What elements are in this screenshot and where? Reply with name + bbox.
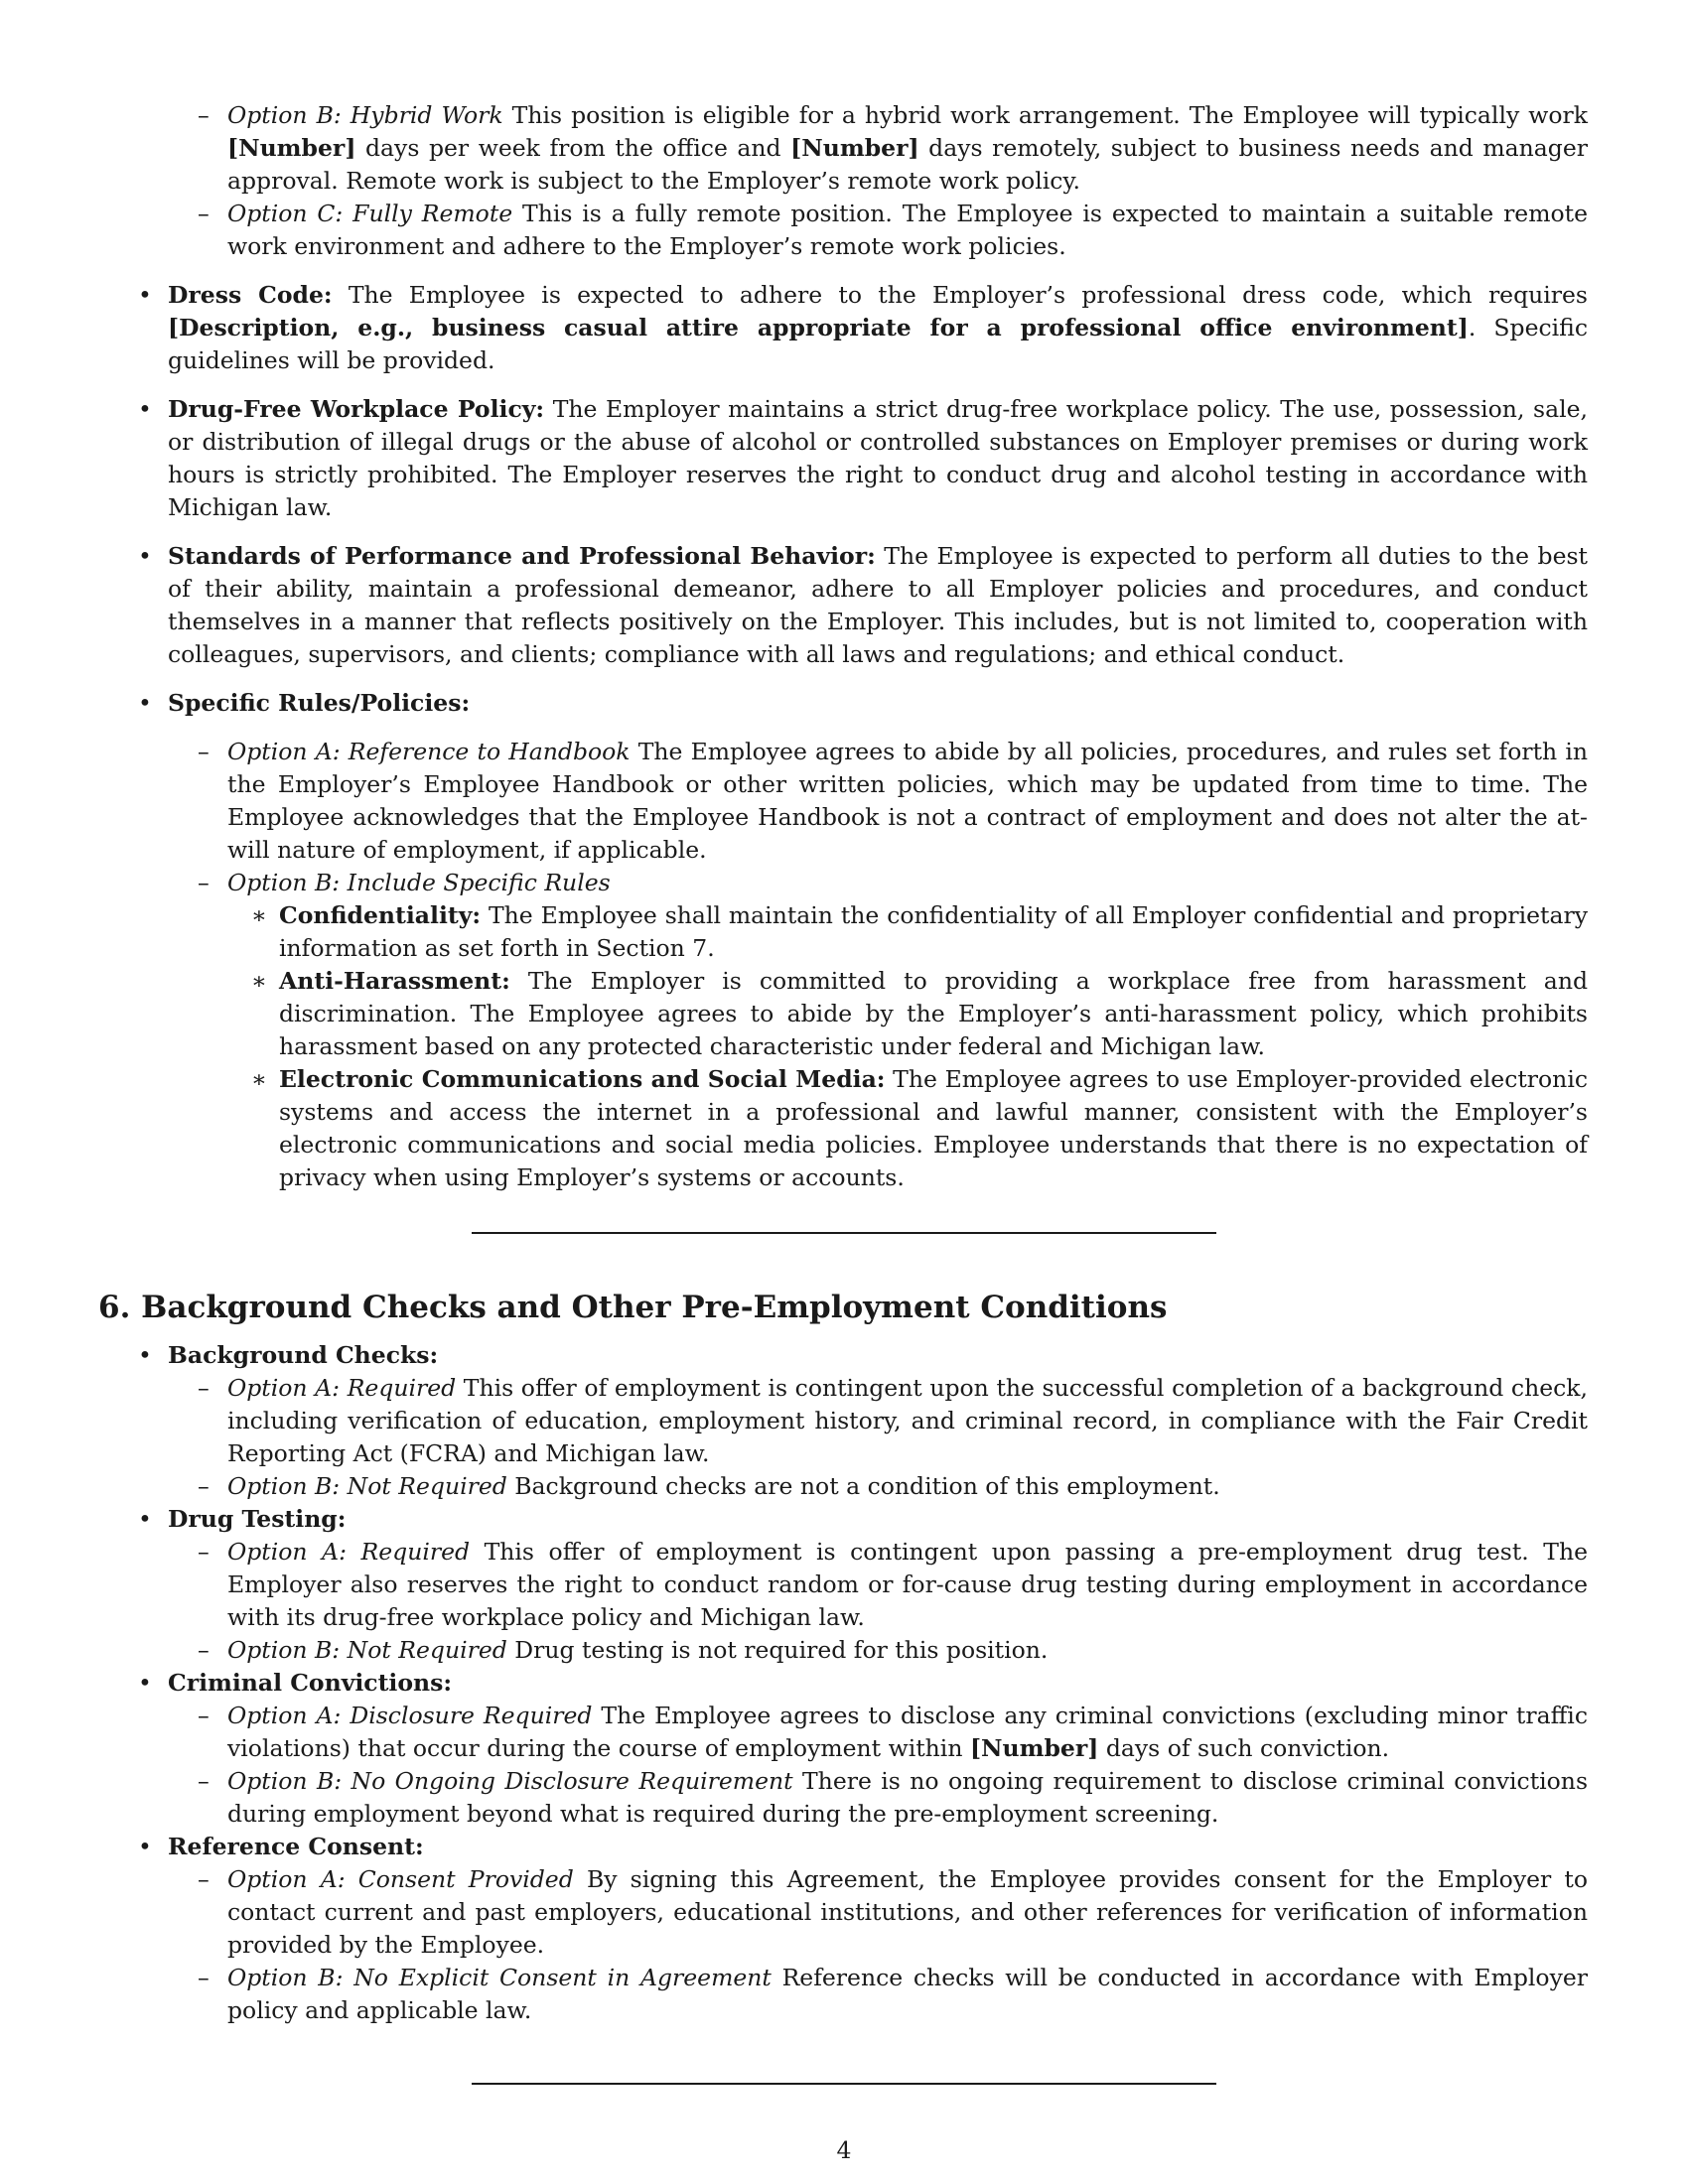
drug-testing-option-b: Option B: Not Required Drug testing is not required for this position. [227,1636,1049,1664]
list-item [98,867,1588,899]
section-5-continued [98,99,1588,1194]
dash-marker: – [198,1702,210,1729]
list-item [98,279,1588,377]
reference-option-b: Option B: No Explicit Consent in Agreement Reference checks will be conducted in accordance with Employer policy and applicable law. [227,1964,1588,2024]
section-6-body [98,1339,1588,2027]
anti-harassment-rule: Anti-Harassment: The Employer is committed to providing a workplace free from harassment and discrimination. The Employee agrees to abide by the Employer’s anti-harassment policy, which prohibits harassment based on any protected characteristic under federal and Michigan law. [279,967,1588,1060]
drug-free-paragraph: Drug-Free Workplace Policy: The Employer maintains a strict drug-free workplace policy. The use, possession, sale, or distribution of illegal drugs or the abuse of alcohol or controlled substances on Employer premises or during work hours is strictly prohibited. The Employer reserves the right to conduct drug and alcohol testing in accordance with Michigan law. [168,395,1588,521]
confidentiality-rule: Confidentiality: The Employee shall maintain the confidentiality of all Employer confidential and proprietary information as set forth in Section 7. [279,901,1588,962]
specific-rules-heading: Specific Rules/Policies: [168,689,471,717]
dash-marker: – [198,869,210,896]
list-item [98,1765,1588,1831]
section-6-heading: 6. Background Checks and Other Pre-Employment Conditions [98,1290,1168,1325]
dash-marker: – [198,1538,210,1566]
list-item [98,1863,1588,1962]
dash-marker: – [198,1374,210,1402]
criminal-option-a: Option A: Disclosure Required The Employee agrees to disclose any criminal convictions (excluding minor traffic violations) that occur during the course of employment within [Number] days of such conviction. [227,1702,1588,1762]
criminal-convictions-heading: Criminal Convictions: [168,1669,453,1697]
list-item [98,540,1588,671]
bullet-marker: • [138,1669,152,1697]
drug-testing-heading: Drug Testing: [168,1505,347,1533]
list-item [98,1634,1588,1667]
bullet-marker: • [138,542,152,570]
drug-testing-option-a: Option A: Required This offer of employment is contingent upon passing a pre-employment drug test. The Employer also reserves the right to conduct random or for-cause drug testing during employment in accordance with its drug-free workplace policy and Michigan law. [227,1538,1589,1631]
electronic-communications-rule: Electronic Communications and Social Media: The Employee agrees to use Employer-provided electronic systems and access the internet in a professional and lawful manner, consistent with the Employer’s electronic communications and social media policies. Employee understands that there is no expectation of privacy when using Employer’s systems or accounts. [279,1065,1588,1191]
list-item [98,1831,1588,1863]
background-checks-heading: Background Checks: [168,1341,439,1369]
option-c-fully-remote: Option C: Fully Remote This is a fully remote position. The Employee is expected to maintain a suitable remote work environment and adhere to the Employer’s remote work policies. [227,200,1588,260]
bullet-marker: • [138,1341,152,1369]
horizontal-rule [472,1232,1216,1234]
list-item [98,965,1588,1063]
bullet-marker: • [138,395,152,423]
background-option-a: Option A: Required This offer of employment is contingent upon the successful completion of a background check, including verification of education, employment history, and criminal record, in compliance with the Fair Credit Reporting Act (FCRA) and Michigan law. [227,1374,1588,1467]
background-option-b: Option B: Not Required Background checks are not a condition of this employment. [227,1472,1220,1500]
list-item [98,393,1588,524]
option-b-specific-rules: Option B: Include Specific Rules [227,869,611,896]
bullet-marker: • [138,1833,152,1860]
list-item [98,1700,1588,1765]
list-item [98,1372,1588,1470]
page-number: 4 [836,2136,852,2164]
dash-marker: – [198,1865,210,1893]
list-item [98,99,1588,198]
bullet-marker: • [138,689,152,717]
list-item [98,1536,1588,1634]
list-item [98,899,1588,965]
dash-marker: – [198,1636,210,1664]
list-item [98,1962,1588,2027]
dash-marker: – [198,101,210,129]
horizontal-rule [472,2083,1216,2085]
list-item [98,687,1588,720]
list-item [98,1667,1588,1700]
list-item [98,736,1588,867]
list-item [98,198,1588,263]
criminal-option-b: Option B: No Ongoing Disclosure Requirement There is no ongoing requirement to disclose criminal convictions during employment beyond what is required during the pre-employment screening. [227,1767,1589,1828]
dash-marker: – [198,1964,210,1991]
reference-consent-heading: Reference Consent: [168,1833,424,1860]
option-b-hybrid-work: Option B: Hybrid Work This position is eligible for a hybrid work arrangement. The Employee will typically work [Number] days per week from the office and [Number] days remotely, subject to business needs and manager approval. Remote work is subject to the Employer’s remote work policy. [227,101,1588,195]
bullet-marker: • [138,1505,152,1533]
asterisk-marker: ∗ [251,967,267,995]
list-item [98,1063,1588,1194]
reference-option-a: Option A: Consent Provided By signing this Agreement, the Employee provides consent for the Employer to contact current and past employers, educational institutions, and other references for verification of information provided by the Employee. [227,1865,1589,1959]
list-item [98,1503,1588,1536]
standards-paragraph: Standards of Performance and Professional Behavior: The Employee is expected to perform all duties to the best of their ability, maintain a professional demeanor, adhere to all Employer policies and procedures, and conduct themselves in a manner that reflects positively on the Employer. This includes, but is not limited to, cooperation with colleagues, supervisors, and clients; compliance with all laws and regulations; and ethical conduct. [168,542,1589,668]
dress-code-paragraph: Dress Code: The Employee is expected to adhere to the Employer’s professional dress code, which requires [Description, e.g., business casual attire appropriate for a professional office environment]. Specific guidelines will be provided. [168,281,1588,374]
dash-marker: – [198,200,210,227]
dash-marker: – [198,1767,210,1795]
list-item [98,1339,1588,1372]
asterisk-marker: ∗ [251,1065,267,1093]
dash-marker: – [198,738,210,765]
option-a-handbook: Option A: Reference to Handbook The Employee agrees to abide by all policies, procedures, and rules set forth in the Employer’s Employee Handbook or other written policies, which may be updated from time to time. The Employee acknowledges that the Employee Handbook is not a contract of employment and does not alter the at-will nature of employment, if applicable. [227,738,1588,864]
dash-marker: – [198,1472,210,1500]
list-item [98,1470,1588,1503]
asterisk-marker: ∗ [251,901,267,929]
bullet-marker: • [138,281,152,309]
